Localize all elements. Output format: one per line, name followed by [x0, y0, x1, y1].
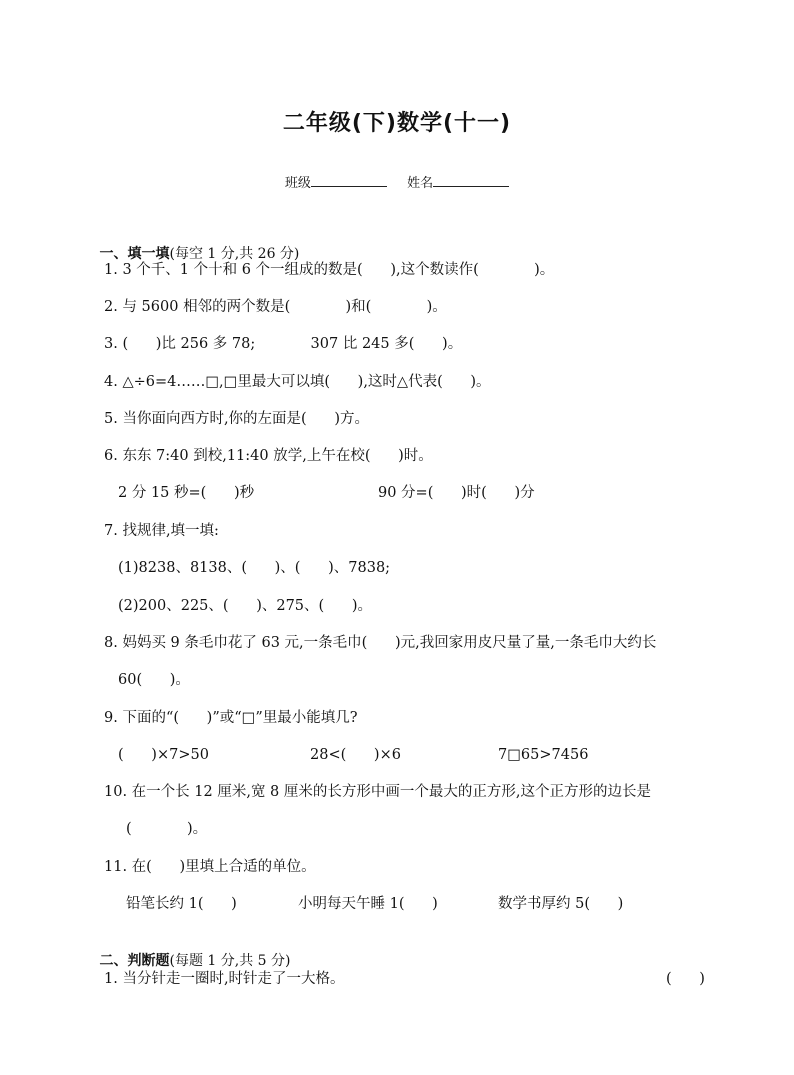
question-8: 8. 妈妈买 9 条毛巾花了 63 元,一条毛巾( )元,我回家用皮尺量了量,一条毛巾大约长 — [104, 635, 657, 651]
question-10-cont: ( )。 — [126, 821, 208, 837]
section-2-note: (每题 1 分,共 5 分) — [169, 953, 291, 969]
section-2-title: 二、判断题 — [99, 953, 170, 969]
student-info-row — [0, 172, 794, 191]
question-5: 5. 当你面向西方时,你的左面是( )方。 — [104, 411, 370, 427]
question-11-part-c: 数学书厚约 5( ) — [498, 896, 624, 912]
question-7-part-1: (1)8238、8138、( )、( )、7838; — [118, 560, 391, 576]
class-blank[interactable] — [311, 174, 387, 187]
question-6-part-b: 90 分=( )时( )分 — [378, 485, 535, 501]
question-3: 3. ( )比 256 多 78; 307 比 245 多( )。 — [104, 336, 463, 352]
question-9: 9. 下面的“( )”或“□”里最小能填几? — [104, 710, 358, 726]
question-7: 7. 找规律,填一填: — [104, 523, 219, 539]
question-7-part-2: (2)200、225、( )、275、( )。 — [118, 598, 373, 614]
section-1-title: 一、填一填 — [99, 246, 170, 262]
class-label: 班级 — [284, 176, 311, 191]
question-9-part-c: 7□65>7456 — [498, 747, 589, 763]
question-11-part-b: 小明每天午睡 1( ) — [298, 896, 438, 912]
question-4: 4. △÷6=4……□,□里最大可以填( ),这时△代表( )。 — [104, 374, 491, 390]
question-11: 11. 在( )里填上合适的单位。 — [104, 859, 316, 875]
question-9-part-a: ( )×7>50 — [118, 747, 209, 763]
page-title: 二年级(下)数学(十一) — [282, 111, 512, 136]
judge-question-1: 1. 当分针走一圈时,时针走了一大格。 — [104, 971, 345, 987]
question-11-part-a: 铅笔长约 1( ) — [126, 896, 237, 912]
section-1-note: (每空 1 分,共 26 分) — [169, 246, 300, 262]
question-10: 10. 在一个长 12 厘米,宽 8 厘米的长方形中画一个最大的正方形,这个正方形的边长是 — [104, 784, 651, 800]
question-6-part-a: 2 分 15 秒=( )秒 — [118, 485, 255, 501]
question-9-part-b: 28<( )×6 — [310, 747, 401, 763]
question-6: 6. 东东 7:40 到校,11:40 放学,上午在校( )时。 — [104, 448, 433, 464]
question-8-cont: 60( )。 — [118, 672, 190, 688]
judge-answer-paren[interactable]: ( ) — [666, 971, 705, 987]
name-blank[interactable] — [433, 174, 509, 187]
name-label: 姓名 — [407, 176, 434, 191]
question-1: 1. 3 个千、1 个十和 6 个一组成的数是( ),这个数读作( )。 — [104, 262, 555, 278]
question-2: 2. 与 5600 相邻的两个数是( )和( )。 — [104, 299, 447, 315]
